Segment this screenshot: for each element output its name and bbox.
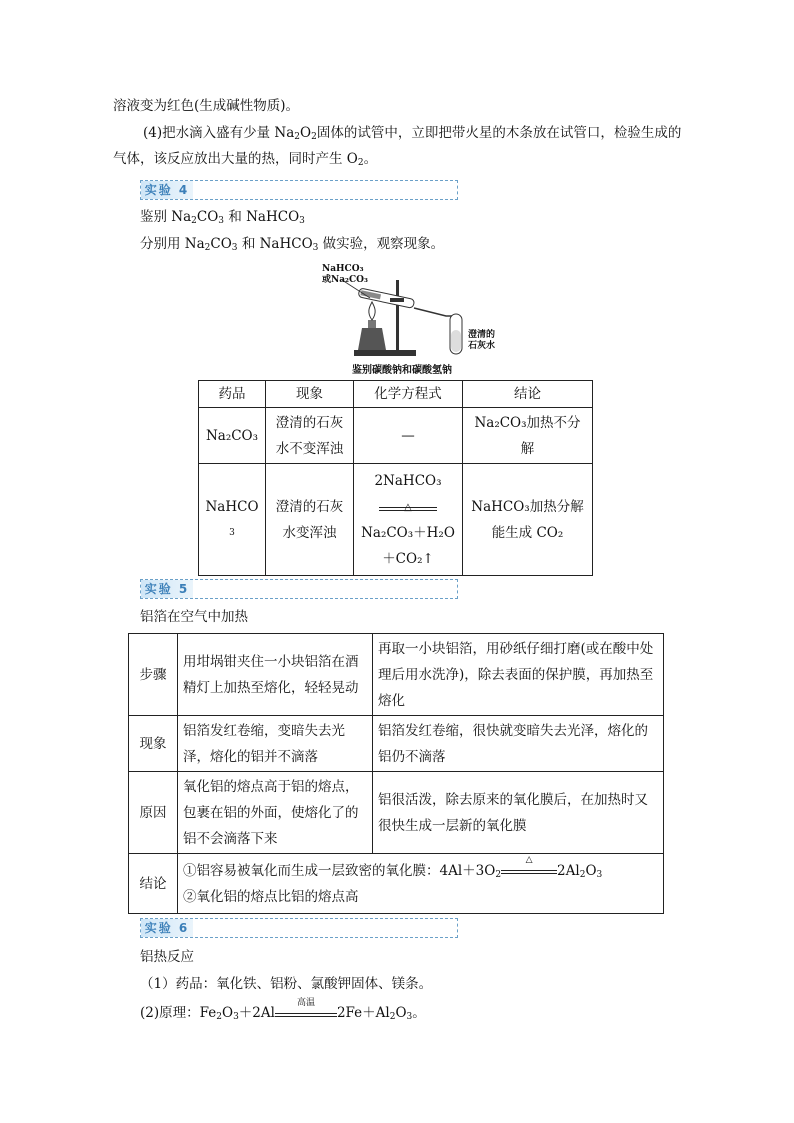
high-temp-arrow: 高温 bbox=[275, 1007, 337, 1021]
heat-double-line: △ bbox=[359, 494, 457, 520]
method-2-cell: 再取一小块铝箔，用砂纸仔细打磨(或在酸中处理后用水洗净)，除去表面的保护膜，再加热至熔化 bbox=[373, 634, 664, 716]
conclusion-cell: Na₂CO₃加热不分解 bbox=[463, 408, 593, 464]
exp4-description: 分别用 $Na_2CO_3$ 和 NaHCO$_3$ 做实验，观察现象。 bbox=[140, 236, 445, 253]
method-1-cell: 用坩埚钳夹住一小块铝箔在酒精灯上加热至熔化，轻轻晃动 bbox=[178, 634, 373, 716]
method-1-cell: 铝箔发红卷缩，变暗失去光泽，熔化的铝并不滴落 bbox=[178, 716, 373, 772]
phenomenon-cell: 澄清的石灰 水变浑浊 bbox=[266, 464, 354, 576]
intro-text: 溶液变为红色(生成碱性物质)。 bbox=[113, 98, 300, 114]
table-row bbox=[129, 772, 664, 854]
method-2-cell: 铝很活泼，除去原来的氧化膜后，在加热时又很快生成一层新的氧化膜 bbox=[373, 772, 664, 854]
limewater-label: 澄清的 石灰水 bbox=[468, 330, 496, 351]
experiment-6-banner bbox=[140, 918, 458, 938]
intro-line bbox=[113, 93, 683, 119]
table-row bbox=[199, 464, 593, 576]
drug-cell: Na₂CO₃ bbox=[199, 408, 266, 464]
experiment-5-tag: 实验 5 bbox=[141, 580, 193, 598]
step4-paragraph: (4)把水滴入盛有少量 $Na_2O_2$固体的试管中，立即把带火星的木条放在试管口，检验生成的气体，该反应放出大量的热，同时产生 $O_2$。 bbox=[113, 125, 682, 168]
figure-caption: 鉴别碳酸钠和碳酸氢钠 bbox=[352, 365, 452, 376]
table-row bbox=[129, 716, 664, 772]
method-2-cell: 铝箔发红卷缩，很快就变暗失去光泽，熔化的铝仍不滴落 bbox=[373, 716, 664, 772]
reagent-label: NaHCO₃ 或Na₂CO₃ bbox=[322, 264, 368, 285]
drug-cell: NaHCO 3 bbox=[199, 464, 266, 576]
exp4-table bbox=[198, 380, 593, 576]
col-equation-header: 化学方程式 bbox=[354, 381, 463, 408]
table-row bbox=[129, 854, 664, 914]
row-head: 步骤 bbox=[129, 634, 178, 716]
conclusion-cell: NaHCO₃加热分解 能生成 CO₂ bbox=[463, 464, 593, 576]
apparatus-figure bbox=[318, 262, 508, 374]
exp5-table bbox=[128, 633, 664, 914]
phenomenon-cell: 澄清的石灰 水不变浑浊 bbox=[266, 408, 354, 464]
method-1-cell: 氧化铝的熔点高于铝的熔点，包裹在铝的外面，使熔化了的铝不会滴落下来 bbox=[178, 772, 373, 854]
equation-cell: 2NaHCO₃ △ Na₂CO₃＋H₂O ＋CO₂↑ bbox=[354, 464, 463, 576]
col-conclusion-header: 结论 bbox=[463, 381, 593, 408]
table-header-row bbox=[199, 381, 593, 408]
conclusion-cell: ①铝容易被氧化而生成一层致密的氧化膜：$4Al+3O_2$ △ $2Al_2O_3$ ②氧化铝的熔点比铝的熔点高 bbox=[178, 854, 664, 914]
exp6-item-1: （1）药品：氧化铁、铝粉、氯酸钾固体、镁条。 bbox=[140, 976, 433, 992]
exp5-title: 铝箔在空气中加热 bbox=[140, 609, 248, 625]
row-head: 原因 bbox=[129, 772, 178, 854]
experiment-4-tag: 实验 4 bbox=[141, 181, 193, 199]
experiment-5-banner bbox=[140, 579, 458, 599]
table-row bbox=[129, 634, 664, 716]
row-head: 结论 bbox=[129, 854, 178, 914]
exp6-item-2: (2)原理：$Fe_2O_3+2Al$ 高温 $2Fe+Al_2O_3$。 bbox=[140, 997, 426, 1022]
equation-cell: — bbox=[354, 408, 463, 464]
table-row bbox=[199, 408, 593, 464]
col-phenomenon-header: 现象 bbox=[266, 381, 354, 408]
row-head: 现象 bbox=[129, 716, 178, 772]
exp6-title: 铝热反应 bbox=[140, 949, 194, 965]
experiment-4-banner bbox=[140, 180, 458, 200]
exp4-title: 鉴别 $Na_2CO_3$ 和 NaHCO$_3$ bbox=[140, 209, 305, 226]
experiment-6-tag: 实验 6 bbox=[141, 919, 193, 937]
heat-arrow: △ bbox=[501, 864, 557, 878]
col-drug-header: 药品 bbox=[199, 381, 266, 408]
